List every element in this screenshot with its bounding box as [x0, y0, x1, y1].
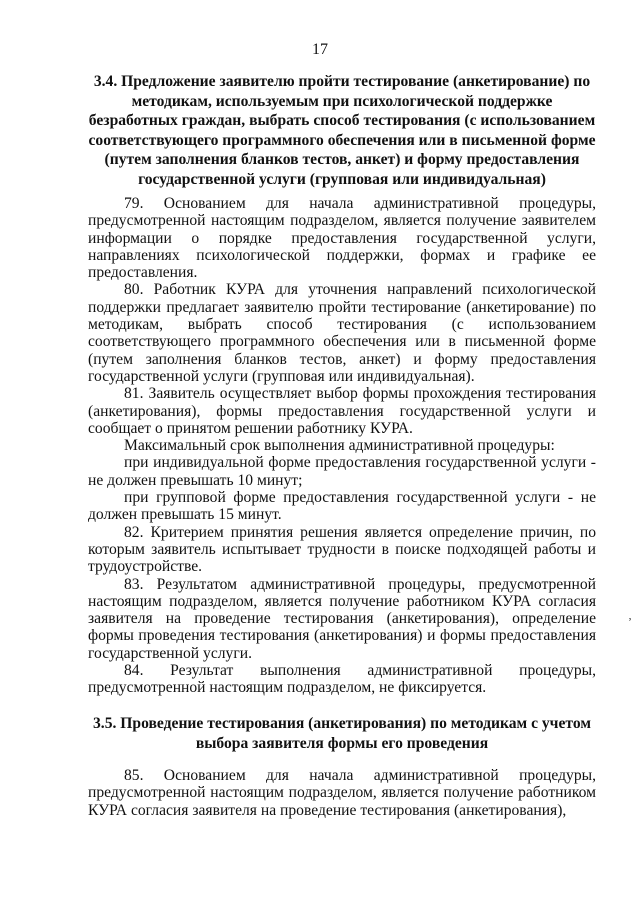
paragraph-group-form: при групповой форме предоставления государственной услуги - не должен превышать 15 минут.	[88, 489, 596, 524]
paragraph-81: 81. Заявитель осуществляет выбор формы прохождения тестирования (анкетирования), формы предоставления государственной услуги и сообщает о принятом решении работнику КУРА.	[88, 385, 596, 437]
section-3-5-body	[88, 767, 596, 819]
paragraph-85: 85. Основанием для начала административной процедуры, предусмотренной настоящим подразделом, является получение работником КУРА согласия заявителя на проведение тестирования (анкетирования),	[88, 767, 596, 819]
paragraph-80: 80. Работник КУРА для уточнения направлений психологической поддержки предлагает заявителю пройти тестирование (анкетирование) по методикам, выбрать способ тестирования (с использованием соответствующего программного обеспечения или в письменной форме (путем заполнения бланков тестов, анкет) и форму предоставления государственной услуги (групповая или индивидуальная).	[88, 281, 596, 385]
section-3-4-heading: 3.4. Предложение заявителю пройти тестирование (анкетирование) по методикам, используемым при психологической поддержке безработных граждан, выбрать способ тестирования (с использованием соответствующего программного обеспечения или в письменной форме (путем заполнения бланков тестов, анкет) и форму предоставления государственной услуги (групповая или индивидуальная)	[88, 73, 596, 188]
section-3-4-body	[88, 195, 596, 697]
paragraph-individual-form: при индивидуальной форме предоставления государственной услуги - не должен превышать 10 минут;	[88, 454, 596, 489]
paragraph-max-time: Максимальный срок выполнения административной процедуры:	[124, 437, 555, 455]
paragraph-82: 82. Критерием принятия решения является определение причин, по которым заявитель испытывает трудности в поиске подходящей работы и трудоустройстве.	[88, 523, 596, 576]
section-3-5-heading: 3.5. Проведение тестирования (анкетирования) по методикам с учетом выбора заявителя формы его проведения	[93, 715, 591, 752]
margin-mark: ‚	[628, 608, 632, 622]
paragraph-84: 84. Результат выполнения административной процедуры, предусмотренной настоящим подразделом, не фиксируется.	[88, 662, 596, 697]
paragraph-79: 79. Основанием для начала административной процедуры, предусмотренной настоящим подразделом, является получение заявителем информации о порядке предоставления государственной услуги, направлениях психологической поддержки, формах и графике ее предоставления.	[88, 195, 596, 282]
paragraph-83: 83. Результатом административной процедуры, предусмотренной настоящим подразделом, является получение работником КУРА согласия заявителя на проведение тестирования (анкетирования), определение формы проведения тестирования (анкетирования) и формы предоставления государственной услуги.	[88, 575, 596, 662]
page-number: 17	[312, 41, 328, 58]
